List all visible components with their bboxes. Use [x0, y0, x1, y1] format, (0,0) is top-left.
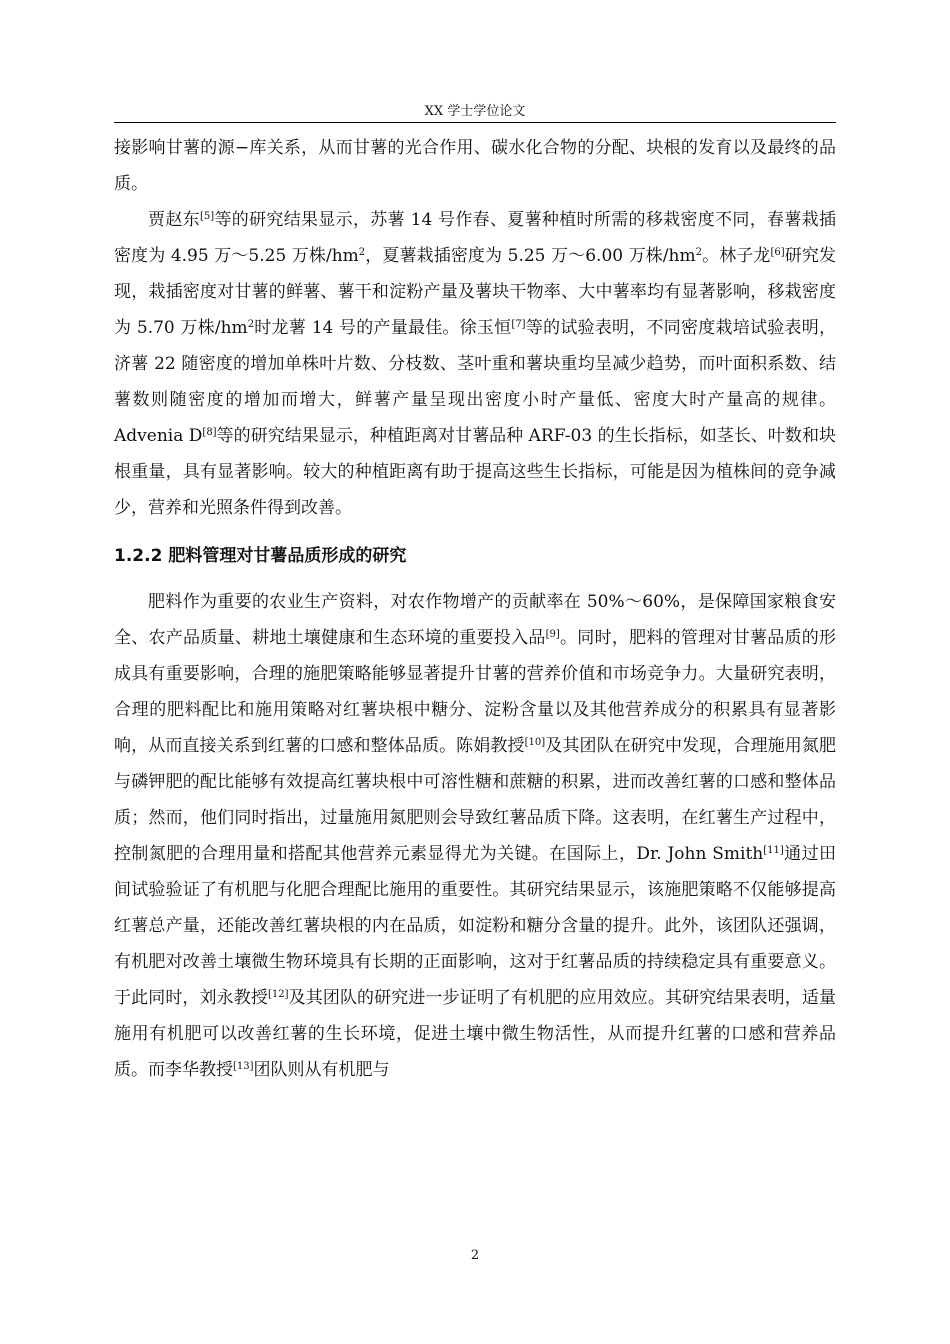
citation-5: [5] — [199, 211, 215, 222]
citation-8: [8] — [202, 427, 217, 438]
citation-10: [10] — [524, 737, 546, 748]
citation-11: [11] — [763, 845, 784, 856]
paragraph-planting-density: 贾赵东[5]等的研究结果显示，苏薯 14 号作春、夏薯种植时所需的移栽密度不同，春薯栽插密度为 4.95 万～5.25 万株$/hm^2$，夏薯栽插密度为 5.25 万～6.00 万株$/hm^2$。林子龙[6]研究发现，栽插密度对甘薯的鲜薯、薯干和淀粉产量及薯块干物率、大中薯率均有显著影响，移栽密度为 5.70 万株$/hm^2$时龙薯 14 号的产量最佳。徐玉恒[7]等的试验表明，不同密度栽培试验表明，济薯 22 随密度的增加单株叶片数、分枝数、茎叶重和薯块重均呈减少趋势，而叶面积系数、结薯数则随密度的增加而增大，鲜薯产量呈现出密度小时产量低、密度大时产量高的规律。Advenia D[8]等的研究结果显示，种植距离对甘薯品种 ARF-03 的生长指标，如茎长、叶数和块根重量，具有显著影响。较大的种植距离有助于提高这些生长指标，可能是因为植株间的竞争减少，营养和光照条件得到改善。 — [114, 210, 837, 518]
citation-6: [6] — [770, 247, 785, 258]
running-header: XX 学士学位论文 — [424, 104, 526, 119]
citation-7: [7] — [511, 319, 526, 330]
header-rule — [114, 122, 836, 123]
superscript-unit: 2 — [695, 247, 702, 258]
paragraph-fertilizer: 肥料作为重要的农业生产资料，对农作物增产的贡献率在 50%～60%，是保障国家粮食安全、农产品质量、耕地土壤健康和生态环境的重要投入品[9]。同时，肥料的管理对甘薯品质的形成具有重要影响，合理的施肥策略能够显著提升甘薯的营养价值和市场竞争力。大量研究表明，合理的肥料配比和施用策略对红薯块根中糖分、淀粉含量以及其他营养成分的积累具有显著影响，从而直接关系到红薯的口感和整体品质。陈娟教授[10]及其团队在研究中发现，合理施用氮肥与磷钾肥的配比能够有效提高红薯块根中可溶性糖和蔗糖的积累，进而改善红薯的口感和整体品质；然而，他们同时指出，过量施用氮肥则会导致红薯品质下降。这表明，在红薯生产过程中，控制氮肥的合理用量和搭配其他营养元素显得尤为关键。在国际上，Dr. John Smith[11]通过田间试验验证了有机肥与化肥合理配比施用的重要性。其研究结果显示，该施肥策略不仅能够提高红薯总产量，还能改善红薯块根的内在品质，如淀粉和糖分含量的提升。此外，该团队还强调，有机肥对改善土壤微生物环境具有长期的正面影响，这对于红薯品质的持续稳定具有重要意义。于此同时，刘永教授[12]及其团队的研究进一步证明了有机肥的应用效应。其研究结果表明，适量施用有机肥可以改善红薯的生长环境，促进土壤中微生物活性，从而提升红薯的口感和营养品质。而李华教授[13]团队则从有机肥与 — [114, 592, 837, 1080]
section-heading: 1.2.2 肥料管理对甘薯品质形成的研究 — [114, 546, 407, 566]
paragraph-continued: 接影响甘薯的源−库关系，从而甘薯的光合作用、碳水化合物的分配、块根的发育以及最终的品质。 — [114, 138, 836, 194]
superscript-unit: 2 — [358, 247, 366, 258]
page-number: 2 — [470, 1248, 480, 1263]
citation-9: [9] — [545, 629, 560, 640]
citation-12: [12] — [267, 989, 289, 1000]
superscript-unit: 2 — [247, 319, 255, 330]
page-body — [114, 130, 836, 1088]
citation-13: [13] — [233, 1061, 254, 1072]
